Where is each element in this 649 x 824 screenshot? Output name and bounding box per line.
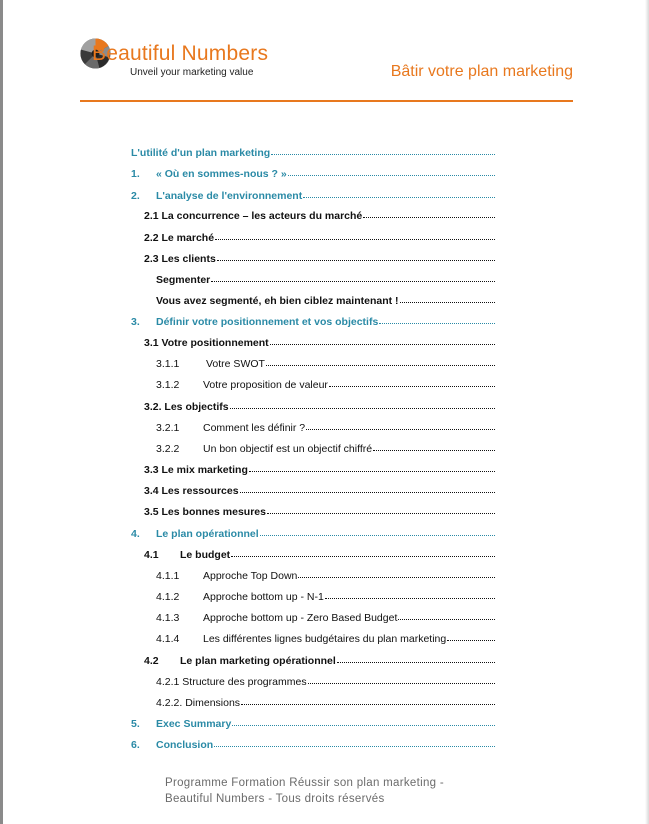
- toc-entry-text: « Où en sommes-nous ? »: [156, 168, 287, 180]
- toc-leader-dots: [373, 440, 495, 451]
- toc-entry-text: 3.4 Les ressources: [144, 485, 239, 497]
- toc-entry-text: Le plan marketing opérationnel: [180, 655, 336, 667]
- toc-entry[interactable]: [131, 314, 495, 330]
- toc-entry[interactable]: [144, 335, 495, 351]
- toc-entry[interactable]: [144, 230, 495, 246]
- toc-entry[interactable]: [131, 188, 495, 204]
- toc-entry[interactable]: [131, 526, 495, 542]
- toc-leader-dots: [329, 376, 495, 387]
- toc-leader-dots: [232, 715, 495, 726]
- toc-entry[interactable]: [156, 674, 495, 690]
- brand-tagline: Unveil your marketing value: [130, 67, 254, 78]
- toc-entry-number: 4.1.4: [156, 633, 180, 645]
- toc-leader-dots: [260, 525, 495, 536]
- toc-entry[interactable]: [156, 610, 495, 626]
- toc-entry-number: 4.2: [144, 655, 159, 667]
- toc-entry[interactable]: [144, 399, 495, 415]
- toc-entry[interactable]: [156, 272, 495, 288]
- toc-leader-dots: [308, 673, 495, 684]
- toc-entry-text: 4.2.2. Dimensions: [156, 697, 241, 709]
- toc-entry-text: 3.5 Les bonnes mesures: [144, 506, 266, 518]
- toc-entry-number: 4.1.3: [156, 612, 180, 624]
- toc-entry-text: Votre proposition de valeur: [203, 379, 328, 391]
- toc-entry[interactable]: [144, 208, 495, 224]
- toc-entry[interactable]: [156, 420, 495, 436]
- toc-entry[interactable]: [156, 293, 495, 309]
- toc-entry[interactable]: [144, 483, 495, 499]
- toc-entry-text: 4.2.1 Structure des programmes: [156, 676, 307, 688]
- toc-entry-number: 3.2.1: [156, 422, 180, 434]
- toc-leader-dots: [214, 736, 495, 747]
- toc-entry-text: 3.3 Le mix marketing: [144, 464, 248, 476]
- toc-entry-number: 4.: [131, 528, 140, 540]
- toc-entry-number: 2.: [131, 190, 140, 202]
- toc-leader-dots: [267, 503, 495, 514]
- toc-entry-text: 3.1 Votre positionnement: [144, 337, 269, 349]
- toc-entry[interactable]: [156, 356, 495, 372]
- toc-leader-dots: [447, 630, 495, 641]
- toc-entry[interactable]: [156, 589, 495, 605]
- toc-leader-dots: [306, 419, 495, 430]
- toc-entry-text: Les différentes lignes budgétaires du plan marketing: [203, 633, 447, 645]
- toc-leader-dots: [288, 165, 495, 176]
- toc-leader-dots: [217, 250, 495, 261]
- toc-entry-text: L'analyse de l'environnement: [156, 190, 303, 202]
- toc-entry-text: Le plan opérationnel: [156, 528, 259, 540]
- toc-entry-text: Exec Summary: [156, 718, 232, 730]
- toc-entry-text: Approche bottom up - N-1: [203, 591, 324, 603]
- toc-entry[interactable]: [144, 504, 495, 520]
- toc-entry[interactable]: [156, 631, 495, 647]
- toc-entry[interactable]: [144, 653, 495, 669]
- toc-leader-dots: [398, 609, 495, 620]
- toc-leader-dots: [271, 144, 495, 155]
- toc-leader-dots: [241, 694, 495, 705]
- footer-line-1: Programme Formation Réussir son plan marketing -: [165, 777, 444, 789]
- toc-entry[interactable]: [144, 547, 495, 563]
- toc-entry-number: 6.: [131, 739, 140, 751]
- toc-entry-text: L'utilité d'un plan marketing: [131, 147, 271, 159]
- toc-entry-text: Votre SWOT: [206, 358, 265, 370]
- toc-entry-text: Vous avez segmenté, eh bien ciblez maintenant !: [156, 295, 399, 307]
- toc-entry-number: 3.2.2: [156, 443, 180, 455]
- toc-entry-number: 4.1: [144, 549, 159, 561]
- toc-leader-dots: [215, 229, 495, 240]
- toc-entry-number: 5.: [131, 718, 140, 730]
- toc-entry[interactable]: [156, 377, 495, 393]
- toc-entry[interactable]: [131, 737, 495, 753]
- toc-entry[interactable]: [131, 716, 495, 732]
- toc-leader-dots: [337, 652, 495, 663]
- toc-entry-text: 2.1 La concurrence – les acteurs du marché: [144, 210, 363, 222]
- toc-entry[interactable]: [156, 568, 495, 584]
- toc-leader-dots: [266, 355, 495, 366]
- toc-entry-number: 3.1.2: [156, 379, 180, 391]
- toc-entry-text: Définir votre positionnement et vos objectifs: [156, 316, 379, 328]
- toc-entry-text: 3.2. Les objectifs: [144, 401, 229, 413]
- toc-leader-dots: [379, 313, 495, 324]
- toc-entry-number: 4.1.1: [156, 570, 180, 582]
- toc-entry-text: Le budget: [180, 549, 231, 561]
- toc-leader-dots: [325, 588, 495, 599]
- toc-leader-dots: [270, 334, 495, 345]
- toc-leader-dots: [298, 567, 495, 578]
- toc-entry-text: Conclusion: [156, 739, 214, 751]
- toc-entry-text: Segmenter: [156, 274, 211, 286]
- toc-entry[interactable]: [131, 166, 495, 182]
- toc-leader-dots: [211, 271, 495, 282]
- footer-line-2: Beautiful Numbers - Tous droits réservés: [165, 793, 385, 805]
- page-footer: [165, 775, 444, 807]
- toc-entry-number: 3.1.1: [156, 358, 180, 370]
- toc-entry-text: Approche bottom up - Zero Based Budget: [203, 612, 398, 624]
- toc-entry-text: 2.3 Les clients: [144, 253, 216, 265]
- toc-leader-dots: [230, 398, 495, 409]
- toc-entry-number: 3.: [131, 316, 140, 328]
- toc-leader-dots: [240, 482, 495, 493]
- toc-entry[interactable]: [156, 695, 495, 711]
- toc-entry[interactable]: [144, 251, 495, 267]
- toc-entry-text: Approche Top Down: [203, 570, 298, 582]
- toc-entry[interactable]: [144, 462, 495, 478]
- toc-entry-number: 4.1.2: [156, 591, 180, 603]
- toc-entry[interactable]: [156, 441, 495, 457]
- toc-leader-dots: [249, 461, 495, 472]
- brand-name: Beautiful Numbers: [92, 42, 269, 65]
- document-title: Bâtir votre plan marketing: [390, 63, 573, 80]
- toc-leader-dots: [231, 546, 495, 557]
- toc-entry[interactable]: [131, 145, 495, 161]
- toc-entry-text: Un bon objectif est un objectif chiffré: [203, 443, 373, 455]
- toc-entry-text: Comment les définir ?: [203, 422, 306, 434]
- toc-entry-number: 1.: [131, 168, 140, 180]
- toc-leader-dots: [303, 187, 495, 198]
- toc-entry-text: 2.2 Le marché: [144, 232, 215, 244]
- toc-leader-dots: [400, 292, 495, 303]
- toc-leader-dots: [363, 207, 495, 218]
